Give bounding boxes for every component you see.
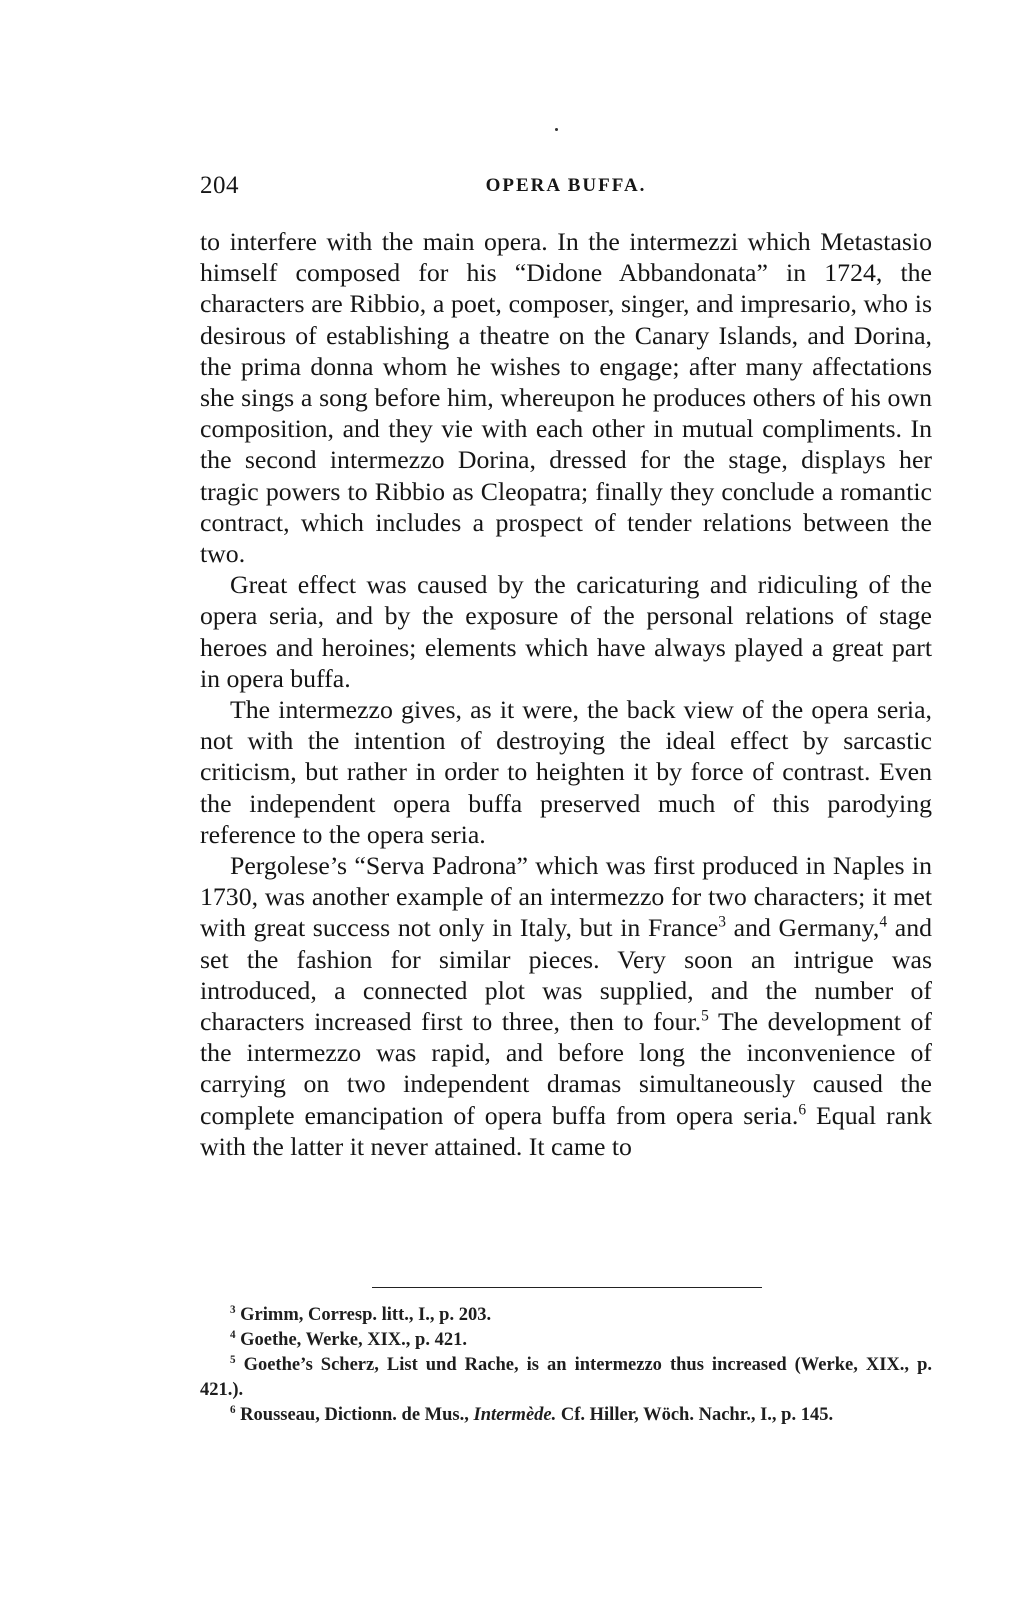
footnote-5 bbox=[200, 1353, 932, 1403]
footnote-ref-4: 4 bbox=[879, 913, 888, 931]
paragraph-2: Great effect was caused by the caricaturing and ridiculing of the opera seria, and by the exposure of the personal relations of stage heroes and heroines; elements which have always played a great part in opera buffa. bbox=[200, 570, 932, 693]
paragraph-4-text: Pergolese’s “Serva Padrona” which was first produced in Naples in 1730, was another example of an intermezzo for two characters; it met with great success not only in Italy, but in France bbox=[200, 851, 932, 943]
footnote-marker: 4 bbox=[230, 1328, 236, 1341]
footnote-text: Goethe, Werke, XIX., p. 421. bbox=[235, 1330, 467, 1350]
paragraph-4-text: The development of the intermezzo was rapid, and before long the inconvenience of carrying on two independent dramas simultaneously caused the complete emancipation of opera buffa from opera seria. bbox=[200, 1007, 933, 1130]
footnotes bbox=[200, 1303, 932, 1428]
footnote-text: Cf. Hiller, Wöch. Nachr., I., p. 145. bbox=[556, 1405, 834, 1425]
paragraph-1: to interfere with the main opera. In the intermezzi which Metastasio himself composed for his “Didone Abbandonata” in 1724, the characters are Ribbio, a poet, composer, singer, and impresario, who is desirous of establishing a theatre on the Canary Islands, and Dorina, the prima donna whom he wishes to engage; after many affectations she sings a song before him, whereupon he produces others of his own composition, and they vie with each other in mutual compliments. In the second intermezzo Dorina, dressed for the stage, displays her tragic powers to Ribbio as Cleopatra; finally they conclude a romantic contract, which includes a prospect of tender relations between the two. bbox=[200, 227, 932, 569]
footnote-text: Rousseau, Dictionn. de Mus., bbox=[235, 1405, 474, 1425]
paragraph-4-text: and set the fashion for similar pieces. Very soon an intrigue was introduced, a connected plot was supplied, and the number of characters increased first to three, then to four. bbox=[200, 913, 933, 1037]
footnote-3 bbox=[200, 1303, 932, 1328]
running-title: OPERA BUFFA. bbox=[485, 175, 647, 196]
footnote-marker: 3 bbox=[230, 1303, 236, 1316]
footnote-marker: 6 bbox=[230, 1403, 236, 1416]
footnote-ref-5: 5 bbox=[701, 1007, 709, 1025]
footnote-text: Grimm, Corresp. litt., I., p. 203. bbox=[235, 1305, 492, 1325]
footnote-marker: 5 bbox=[230, 1353, 236, 1366]
footnote-6 bbox=[200, 1403, 932, 1428]
footnote-text: Goethe’s Scherz, List und Rache, is an intermezzo thus increased (Werke, XIX., p. 421.). bbox=[200, 1355, 932, 1400]
footnote-divider bbox=[372, 1287, 762, 1288]
paragraph-3: The intermezzo gives, as it were, the back view of the opera seria, not with the intention of destroying the ideal effect by sarcastic criticism, but rather in order to heighten it by force of contrast. Even the independent opera buffa preserved much of this parodying reference to the opera seria. bbox=[200, 695, 932, 849]
paragraph-4-text: Equal rank with the latter it never attained. It came to bbox=[200, 1100, 932, 1161]
footnote-italic-term: Intermède. bbox=[473, 1405, 557, 1425]
paragraph-4 bbox=[200, 850, 932, 1162]
scan-speck bbox=[555, 128, 558, 131]
footnote-ref-3: 3 bbox=[718, 913, 726, 931]
footnote-4 bbox=[200, 1328, 932, 1353]
paragraph-4-text: and Germany, bbox=[725, 913, 880, 943]
footnote-ref-6: 6 bbox=[798, 1101, 807, 1119]
running-head bbox=[200, 172, 932, 202]
body-text bbox=[200, 226, 932, 1162]
page-number: 204 bbox=[200, 172, 239, 199]
